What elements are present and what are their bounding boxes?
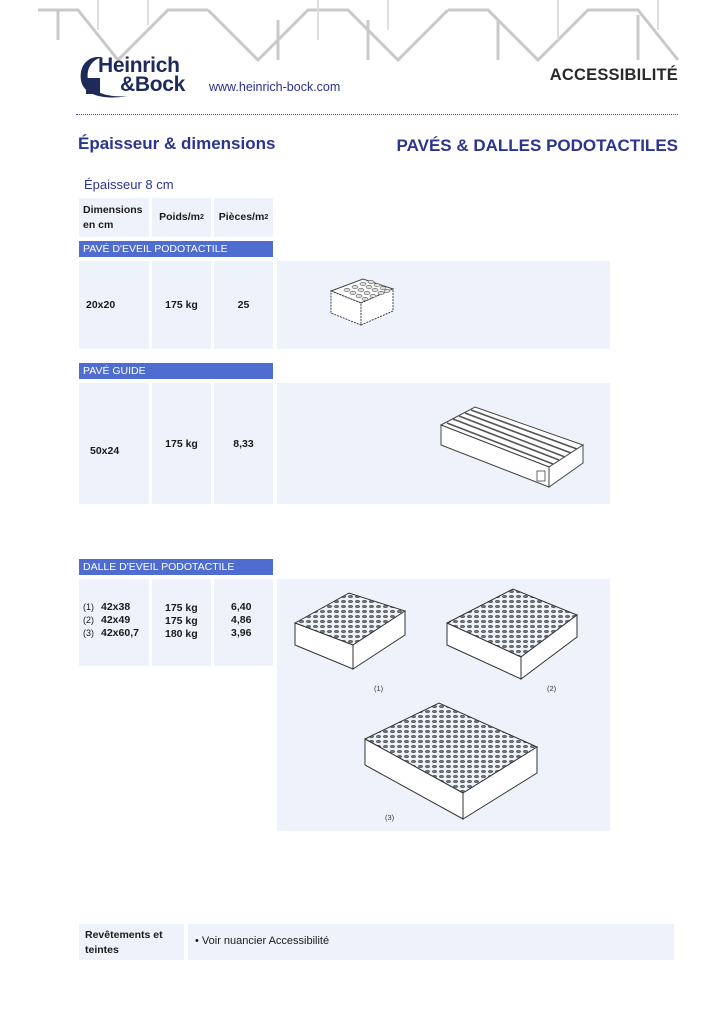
finishes-value: • Voir nuancier Accessibilité <box>188 924 674 960</box>
figure-label-1: (1) <box>374 684 384 693</box>
dalle-pieces: 4,86 <box>231 614 252 626</box>
product-image-panel <box>277 261 610 349</box>
figure-label-3: (3) <box>385 813 395 822</box>
dalle-illustrations <box>277 579 610 831</box>
dalle-dimension-list <box>83 601 139 640</box>
dalle-row-2 <box>83 614 139 627</box>
dalle-index: (2) <box>83 615 94 625</box>
dimension-cell: 50x24 <box>79 383 149 504</box>
thickness-label: Épaisseur 8 cm <box>84 177 174 192</box>
header-dimensions-label: Dimensions en cm <box>83 203 143 231</box>
dalle-dimension: 42x38 <box>101 601 131 613</box>
logo-line-1: Heinrich <box>98 54 180 77</box>
dalle-42x60-illustration <box>365 703 537 819</box>
header-pieces <box>214 198 273 237</box>
dalle-dimension: 42x60,7 <box>101 627 139 639</box>
weight-cell <box>152 579 211 666</box>
dalle-weight: 180 kg <box>165 628 198 640</box>
product-heading: PAVÉS & DALLES PODOTACTILES <box>396 136 678 155</box>
header-weight <box>152 198 211 237</box>
dalle-pieces: 3,96 <box>231 627 252 639</box>
dalle-index: (1) <box>83 602 94 612</box>
dalle-row-3 <box>83 627 139 640</box>
header-dimensions <box>79 198 149 237</box>
dalle-pieces-list <box>231 601 251 640</box>
section-bar-pave-guide: PAVÉ GUIDE <box>79 363 273 379</box>
dotted-divider <box>76 114 678 115</box>
dalle-42x49-illustration <box>447 589 577 679</box>
pieces-cell: 8,33 <box>214 383 273 504</box>
website-url[interactable]: www.heinrich-bock.com <box>209 80 341 94</box>
section-heading: Épaisseur & dimensions <box>78 134 276 153</box>
pieces-cell <box>214 579 273 666</box>
section-bar-dalle-eveil: DALLE D'EVEIL PODOTACTILE <box>79 559 273 575</box>
header-pieces-sup: 2 <box>264 214 269 221</box>
weight-cell: 175 kg <box>152 261 211 349</box>
dalle-dimension: 42x49 <box>101 614 131 626</box>
dalle-weight-list <box>165 602 198 641</box>
category-title: ACCESSIBILITÉ <box>549 66 678 84</box>
dalle-row-1 <box>83 601 139 614</box>
figure-label-2: (2) <box>547 684 557 693</box>
dimension-cell <box>79 579 149 666</box>
dalle-42x38-illustration <box>295 593 405 669</box>
header-weight-sup: 2 <box>199 214 204 221</box>
dimension-cell: 20x20 <box>79 261 149 349</box>
pave-eveil-illustration <box>327 273 397 335</box>
product-image-panel <box>277 383 610 504</box>
logo-line-2: &Bock <box>120 73 186 96</box>
product-image-panel <box>277 579 610 831</box>
dalle-weight: 175 kg <box>165 615 198 627</box>
dalle-weight: 175 kg <box>165 602 198 614</box>
weight-cell: 175 kg <box>152 383 211 504</box>
finishes-label: Revêtements et teintes <box>79 924 184 960</box>
header-pieces-label: Pièces/m <box>218 211 265 223</box>
company-logo <box>98 56 185 94</box>
pieces-cell: 25 <box>214 261 273 349</box>
dalle-pieces: 6,40 <box>231 601 252 613</box>
section-bar-pave-eveil: PAVÉ D'EVEIL PODOTACTILE <box>79 241 273 257</box>
pave-guide-illustration <box>437 401 587 493</box>
dalle-index: (3) <box>83 628 94 638</box>
header-weight-label: Poids/m <box>159 211 200 223</box>
